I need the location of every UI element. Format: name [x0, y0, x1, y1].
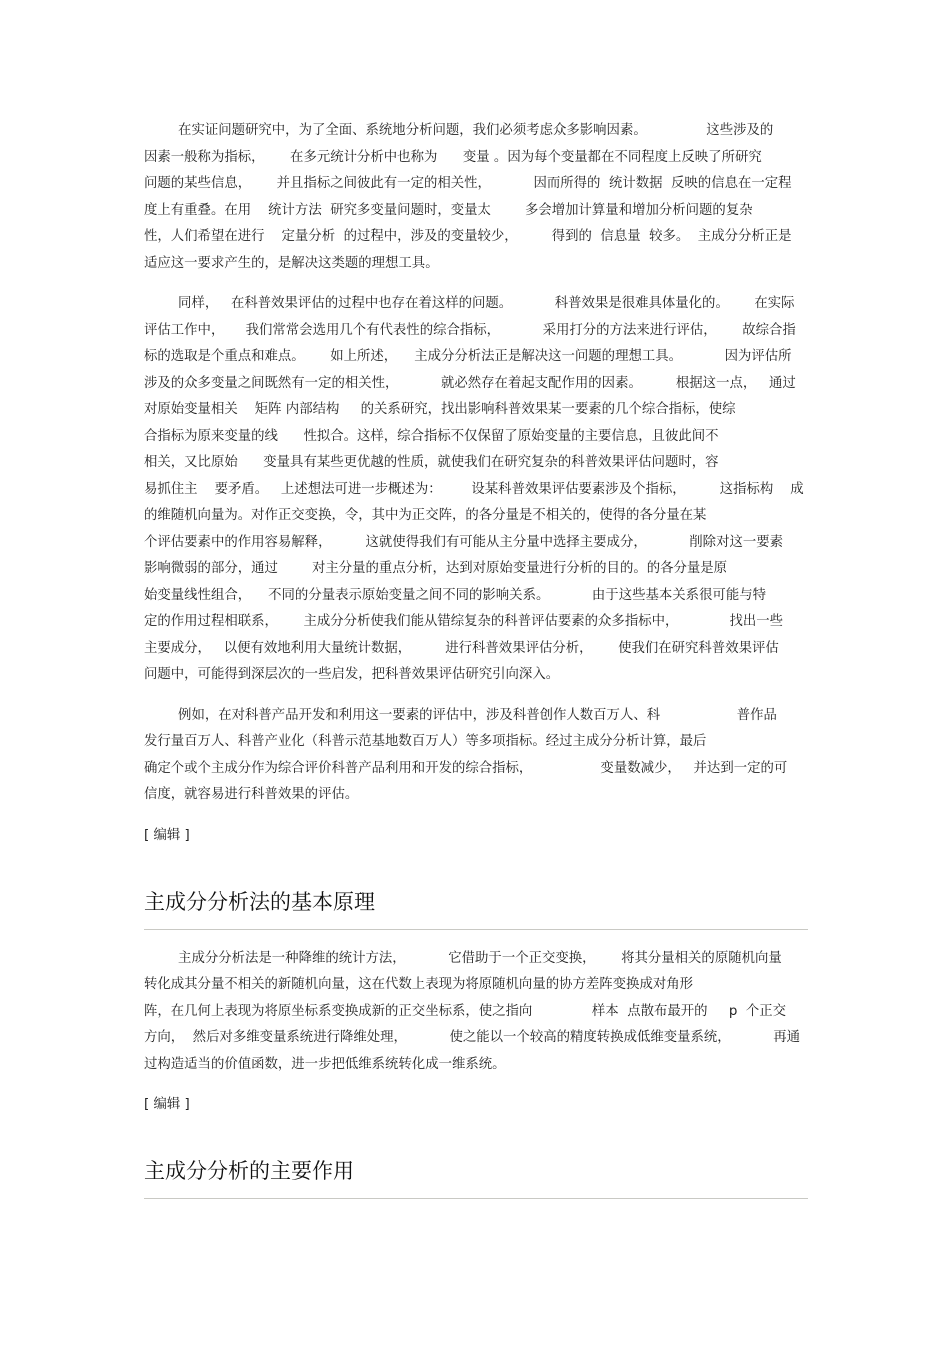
edit-link[interactable]: [ 编辑 ] [144, 1097, 190, 1112]
intro-paragraph-2 [144, 291, 808, 689]
text-line: 发行量百万人、科普产业化（科普示范基地数百万人）等多项指标。经过主成分分析计算，最后 [144, 734, 707, 749]
text-line: 标的选取是个重点和难点。 如上所述， 主成分分析法正是解决这一问题的理想工具。 因为评估所 [144, 349, 792, 364]
text-line: 因素一般称为指标， 在多元统计分析中也称为 变量 。因为每个变量都在不同程度上反映了所研究 [144, 149, 762, 165]
text-line: 易抓住主 要矛盾。 上述想法可进一步概述为： 设某科普效果评估要素涉及个指标， 这指标构 成 [144, 481, 804, 497]
paragraph-gap [144, 689, 808, 703]
intro-paragraph-3 [144, 703, 808, 809]
text-line: 评估工作中， 我们常常会选用几个有代表性的综合指标， 采用打分的方法来进行评估， 故综合指 [144, 322, 796, 338]
edit-link[interactable]: [ 编辑 ] [144, 827, 190, 843]
text-line: 过构造适当的价值函数，进一步把低维系统转化成一维系统。 [144, 1056, 506, 1072]
section-heading: 主成分分析法的基本原理 [144, 889, 375, 914]
text-line: 性，人们希望在进行 定量分析 的过程中，涉及的变量较少， 得到的 信息量 较多。 主成分分析正是 [144, 229, 792, 244]
text-line: 方向， 然后对多维变量系统进行降维处理， 使之能以一个较高的精度转换成低维变量系统， 再通 [144, 1030, 801, 1045]
text-line: 影响微弱的部分，通过 对主分量的重点分析，达到对原始变量进行分析的目的。的各分量是原 [144, 561, 728, 576]
section-spacer [144, 1118, 808, 1154]
text-line: 的维随机向量为。对作正交变换，令，其中为正交阵，的各分量是不相关的，使得的各分量在某 [144, 508, 707, 523]
text-line: 确定个或个主成分作为综合评价科普产品利用和开发的综合指标， 变量数减少， 并达到一定的可 [144, 760, 788, 776]
text-line: 相关，又比原始 变量具有某些更优越的性质，就使我们在研究复杂的科普效果评估问题时，容 [144, 455, 719, 470]
text-line: 转化成其分量不相关的新随机向量，这在代数上表现为将原随机向量的协方差阵变换成对角形 [144, 977, 694, 992]
text-line: 合指标为原来变量的线 性拟合。这样，综合指标不仅保留了原始变量的主要信息，且彼此间不 [144, 428, 719, 444]
text-line: 阵，在几何上表现为将原坐标系变换成新的正交坐标系，使之指向 样本 点散布最开的 p 个正交 [144, 1003, 787, 1019]
text-line: 涉及的众多变量之间既然有一定的相关性， 就必然存在着起支配作用的因素。 根据这一点， 通过 [144, 375, 796, 391]
text-line: 对原始变量相关 矩阵 内部结构 的关系研究，找出影响科普效果某一要素的几个综合指标，使综 [144, 402, 736, 417]
text-line: 主成分分析法是一种降维的统计方法， 它借助于一个正交变换， 将其分量相关的原随机向量 [144, 950, 782, 966]
article-body [144, 118, 808, 1215]
text-line: 适应这一要求产生的，是解决这类题的理想工具。 [144, 255, 439, 271]
text-line: 问题中，可能得到深层次的一些启发，把科普效果评估研究引向深入。 [144, 667, 560, 682]
text-line: 定的作用过程相联系， 主成分分析使我们能从错综复杂的科普评估要素的众多指标中， 找出一些 [144, 614, 784, 629]
section-spacer [144, 849, 808, 885]
text-line: 在实证问题研究中，为了全面、系统地分析问题，我们必须考虑众多影响因素。 这些涉及的 [144, 123, 774, 138]
section-divider [144, 1198, 808, 1199]
section-heading: 主成分分析的主要作用 [144, 1159, 354, 1183]
paragraph-gap [144, 277, 808, 291]
text-line: 问题的某些信息， 并且指标之间彼此有一定的相关性， 因而所得的 统计数据 反映的信息在一定程 [144, 176, 792, 191]
section-divider [144, 929, 808, 930]
text-line: 同样， 在科普效果评估的过程中也存在着这样的问题。 科普效果是很难具体量化的。 在实际 [144, 296, 795, 311]
section1-paragraph-1 [144, 946, 808, 1079]
text-line: 个评估要素中的作用容易解释， 这就使得我们有可能从主分量中选择主要成分， 削除对这一要素 [144, 534, 784, 550]
paragraph-gap [144, 1078, 808, 1092]
text-line: 信度，就容易进行科普效果的评估。 [144, 787, 359, 802]
text-line: 始变量线性组合， 不同的分量表示原始变量之间不同的影响关系。 由于这些基本关系很可能与特 [144, 587, 766, 603]
paragraph-gap [144, 809, 808, 823]
text-line: 度上有重叠。在用 统计方法 研究多变量问题时，变量太 多会增加计算量和增加分析问题的复杂 [144, 202, 753, 218]
text-line: 主要成分， 以便有效地利用大量统计数据， 进行科普效果评估分析， 使我们在研究科普效果评估 [144, 640, 779, 656]
intro-paragraph-1 [144, 118, 808, 277]
text-line: 例如，在对科普产品开发和利用这一要素的评估中，涉及科普创作人数百万人、科 普作品 [144, 707, 777, 723]
